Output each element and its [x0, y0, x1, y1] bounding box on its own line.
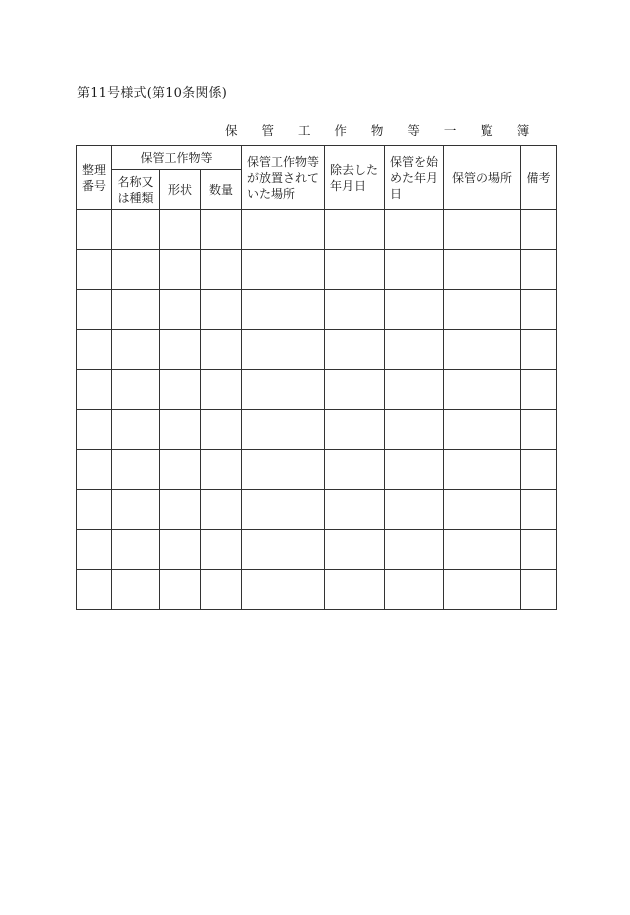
table-cell	[77, 490, 112, 530]
table-cell	[112, 490, 160, 530]
table-cell	[160, 370, 201, 410]
table-cell	[385, 370, 444, 410]
column-header-number: 整理番号	[77, 146, 112, 210]
table-row	[77, 490, 557, 530]
table-cell	[444, 450, 521, 490]
table-cell	[77, 370, 112, 410]
column-header-shape: 形状	[160, 170, 201, 210]
table-cell	[444, 330, 521, 370]
table-cell	[201, 530, 242, 570]
table-cell	[521, 530, 557, 570]
table-cell	[444, 370, 521, 410]
table-cell	[444, 570, 521, 610]
table-cell	[112, 570, 160, 610]
table-row	[77, 330, 557, 370]
table-cell	[325, 330, 385, 370]
document-title: 保 管 工 作 物 等 一 覧 簿	[225, 123, 540, 138]
table-cell	[160, 410, 201, 450]
table-cell	[201, 370, 242, 410]
table-cell	[201, 410, 242, 450]
table-cell	[201, 250, 242, 290]
table-cell	[77, 250, 112, 290]
table-cell	[112, 370, 160, 410]
table-cell	[77, 330, 112, 370]
table-cell	[201, 290, 242, 330]
table-row	[77, 530, 557, 570]
column-header-storage-place: 保管の場所	[444, 146, 521, 210]
table-cell	[385, 530, 444, 570]
table-cell	[201, 210, 242, 250]
table-cell	[160, 210, 201, 250]
table-cell	[444, 490, 521, 530]
table-cell	[242, 290, 325, 330]
table-cell	[521, 290, 557, 330]
table-row	[77, 370, 557, 410]
table-cell	[160, 330, 201, 370]
table-cell	[325, 250, 385, 290]
table-cell	[201, 570, 242, 610]
table-cell	[325, 370, 385, 410]
table-cell	[242, 330, 325, 370]
table-cell	[521, 330, 557, 370]
column-header-name-type: 名称又は種類	[112, 170, 160, 210]
table-row	[77, 450, 557, 490]
table-cell	[385, 290, 444, 330]
table-cell	[201, 490, 242, 530]
table-row	[77, 410, 557, 450]
table-cell	[112, 530, 160, 570]
table-cell	[325, 290, 385, 330]
table-cell	[385, 570, 444, 610]
table-cell	[385, 450, 444, 490]
table-row	[77, 250, 557, 290]
table-cell	[160, 450, 201, 490]
table-cell	[77, 570, 112, 610]
table-row	[77, 570, 557, 610]
column-header-abandoned-place: 保管工作物等が放置されていた場所	[242, 146, 325, 210]
table-cell	[325, 450, 385, 490]
table-cell	[242, 490, 325, 530]
table-cell	[444, 250, 521, 290]
table-cell	[242, 570, 325, 610]
table-cell	[242, 450, 325, 490]
table-cell	[160, 290, 201, 330]
table-cell	[160, 530, 201, 570]
form-number-label: 第11号様式(第10条関係)	[77, 86, 228, 101]
table-cell	[77, 410, 112, 450]
table-cell	[77, 210, 112, 250]
table-cell	[521, 410, 557, 450]
table-cell	[112, 290, 160, 330]
table-cell	[521, 370, 557, 410]
table-row	[77, 210, 557, 250]
column-header-quantity: 数量	[201, 170, 242, 210]
table-cell	[112, 410, 160, 450]
table-cell	[385, 330, 444, 370]
table-cell	[77, 530, 112, 570]
table-cell	[160, 490, 201, 530]
table-cell	[521, 210, 557, 250]
column-header-storage-start-date: 保管を始めた年月日	[385, 146, 444, 210]
table-cell	[325, 530, 385, 570]
register-body	[77, 210, 557, 610]
table-cell	[160, 250, 201, 290]
table-cell	[112, 450, 160, 490]
column-header-remarks: 備考	[521, 146, 557, 210]
storage-register-table	[76, 145, 557, 610]
table-cell	[521, 570, 557, 610]
table-cell	[521, 450, 557, 490]
table-cell	[385, 490, 444, 530]
table-cell	[521, 490, 557, 530]
table-cell	[385, 410, 444, 450]
column-header-removal-date: 除去した年月日	[325, 146, 385, 210]
table-cell	[242, 250, 325, 290]
table-cell	[385, 250, 444, 290]
table-cell	[444, 530, 521, 570]
table-cell	[521, 250, 557, 290]
table-cell	[325, 210, 385, 250]
table-cell	[242, 530, 325, 570]
table-cell	[242, 210, 325, 250]
table-cell	[385, 210, 444, 250]
table-cell	[325, 490, 385, 530]
table-cell	[242, 370, 325, 410]
table-cell	[325, 570, 385, 610]
table-cell	[201, 330, 242, 370]
table-row	[77, 290, 557, 330]
table-cell	[201, 450, 242, 490]
table-cell	[112, 250, 160, 290]
column-group-header-stored-items: 保管工作物等	[112, 146, 242, 170]
table-cell	[112, 210, 160, 250]
table-cell	[160, 570, 201, 610]
table-cell	[444, 210, 521, 250]
table-cell	[77, 290, 112, 330]
table-cell	[325, 410, 385, 450]
table-cell	[444, 410, 521, 450]
table-cell	[242, 410, 325, 450]
table-cell	[112, 330, 160, 370]
table-cell	[444, 290, 521, 330]
table-cell	[77, 450, 112, 490]
